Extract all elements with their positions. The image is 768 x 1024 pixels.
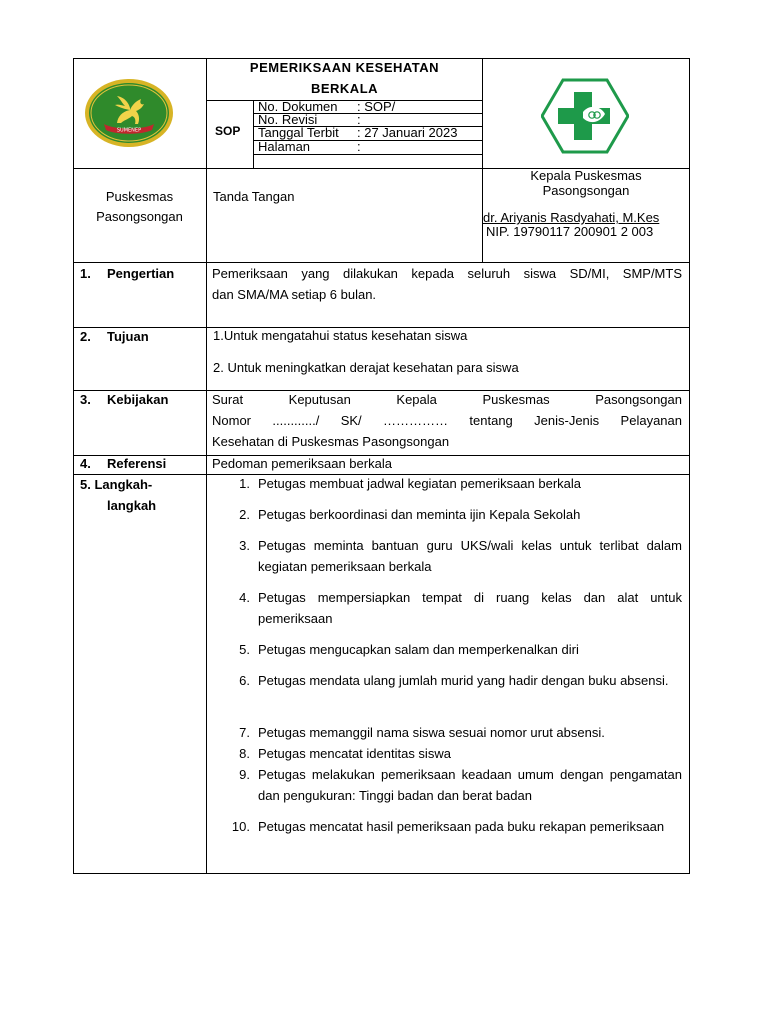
section-1-label: Pengertian — [107, 266, 175, 281]
step-text: Petugas mempersiapkan tempat di ruang kelas dan alat untuk pemeriksaan — [258, 590, 682, 626]
section-3-label: Kebijakan — [107, 392, 169, 407]
title-line-2: BERKALA — [310, 81, 379, 96]
section-4-number: 4. — [80, 456, 91, 471]
head-title-line-2: Pasongsongan — [542, 183, 630, 198]
step-number: 4. — [239, 590, 250, 605]
org-line-1: Puskesmas — [105, 189, 174, 204]
section-1-number: 1. — [80, 266, 91, 281]
step-text: Petugas mendata ulang jumlah murid yang hadir dengan buku absensi. — [258, 673, 669, 688]
referensi-text: Pedoman pemeriksaan berkala — [212, 456, 392, 471]
sumenep-logo — [84, 77, 174, 149]
section-2-label: Tujuan — [107, 329, 149, 344]
step-text: Petugas mengucapkan salam dan memperkenalkan diri — [258, 642, 579, 657]
sop-label: SOP — [215, 124, 241, 138]
step-text: Petugas meminta bantuan guru UKS/wali kelas untuk terlibat dalam kegiatan pemeriksaan berkala — [258, 538, 682, 574]
kebijakan-line-2: Nomor ............/ SK/ …………… tentang Jenis-Jenis Pelayanan — [212, 413, 682, 428]
meta-label-halaman: Halaman — [258, 139, 311, 154]
logo-ribbon-text: SUMENEP — [116, 127, 142, 134]
head-title — [482, 168, 690, 198]
step-text: Petugas membuat jadwal kegiatan pemeriksaan berkala — [258, 476, 582, 491]
meta-value-dokumen: : SOP/ — [357, 99, 396, 114]
signature-label: Tanda Tangan — [213, 189, 295, 204]
org-line-2: Pasongsongan — [96, 209, 183, 224]
step-text: Petugas memanggil nama siswa sesuai nomor urut absensi. — [258, 725, 605, 740]
title-line-1: PEMERIKSAAN KESEHATAN — [249, 60, 440, 75]
step-number: 9. — [239, 767, 250, 782]
step-number: 6. — [239, 673, 250, 688]
step-text: Petugas mencatat identitas siswa — [258, 746, 451, 761]
step-number: 3. — [239, 538, 250, 553]
document-title — [207, 58, 482, 98]
step-number: 7. — [239, 725, 250, 740]
section-5-label-line-1: 5. Langkah- — [80, 477, 153, 492]
pengertian-line-1: Pemeriksaan yang dilakukan kepada seluruh siswa SD/MI, SMP/MTS — [212, 266, 682, 281]
head-nip: NIP. 19790117 200901 2 003 — [486, 224, 654, 239]
section-4-label: Referensi — [107, 456, 167, 471]
meta-label-dokumen: No. Dokumen — [258, 99, 338, 114]
section-5-label-line-2: langkah — [107, 498, 157, 513]
step-number: 1. — [239, 476, 250, 491]
kebijakan-line-1: Surat Keputusan Kepala Puskesmas Pasongsongan — [212, 392, 682, 407]
step-number: 8. — [239, 746, 250, 761]
meta-value-revisi: : — [357, 112, 361, 127]
step-text: Petugas mencatat hasil pemeriksaan pada buku rekapan pemeriksaan — [258, 819, 665, 834]
kebijakan-line-3: Kesehatan di Puskesmas Pasongsongan — [212, 434, 450, 449]
tujuan-item-1: 1.Untuk mengatahui status kesehatan siswa — [213, 328, 468, 343]
step-number: 2. — [239, 507, 250, 522]
puskesmas-logo — [541, 78, 629, 154]
step-text: Petugas melakukan pemeriksaan keadaan umum dengan pengamatan dan pengukuran: Tinggi badan dan berat badan — [258, 767, 682, 803]
step-number: 10. — [231, 819, 250, 834]
tujuan-item-2: 2. Untuk meningkatkan derajat kesehatan para siswa — [213, 360, 519, 375]
organization-name — [73, 187, 206, 227]
meta-value-halaman: : — [357, 139, 361, 154]
meta-label-revisi: No. Revisi — [258, 112, 318, 127]
pengertian-line-2: dan SMA/MA setiap 6 bulan. — [212, 287, 377, 302]
section-3-number: 3. — [80, 392, 91, 407]
head-title-line-1: Kepala Puskesmas — [530, 168, 642, 183]
step-number: 5. — [239, 642, 250, 657]
head-name: dr. Ariyanis Rasdyahati, M.Kes — [483, 210, 660, 225]
step-text: Petugas berkoordinasi dan meminta ijin Kepala Sekolah — [258, 507, 581, 522]
meta-label-tanggal: Tanggal Terbit — [258, 125, 339, 140]
section-2-number: 2. — [80, 329, 91, 344]
meta-value-tanggal: : 27 Januari 2023 — [357, 125, 458, 140]
